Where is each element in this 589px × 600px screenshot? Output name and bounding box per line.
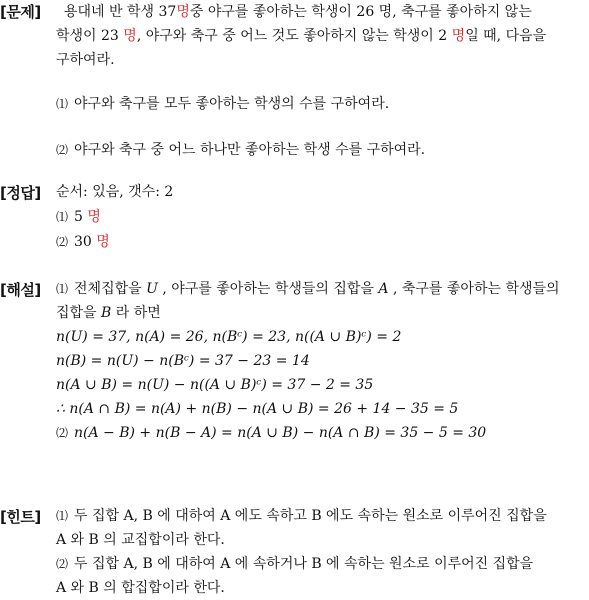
s2-number: ⑵ (56, 426, 69, 440)
equation-3: n(A ∪ B) = n(U) − n((A ∪ B)ᶜ) = 37 − 2 = 35 (56, 377, 374, 393)
answer-2 (56, 230, 585, 254)
a2-value: 30 (74, 234, 92, 250)
text: 용대네 반 학생 37 (64, 4, 177, 20)
equation-4: ∴ n(A ∩ B) = n(A) + n(B) − n(A ∪ B) = 26 + 14 − 35 = 5 (56, 401, 459, 417)
text: 전체집합을 (74, 281, 142, 297)
q2-text: 야구와 축구 중 어느 하나만 좋아하는 학생 수를 구하여라. (74, 142, 426, 158)
a2-unit: 명 (96, 234, 110, 250)
problem-line-2 (56, 24, 585, 48)
q2-number: ⑵ (56, 143, 69, 157)
red-unit: 명 (176, 4, 190, 20)
problem-intro-cont (56, 24, 585, 72)
q1-text: 야구와 축구를 모두 좋아하는 학생의 수를 구하여라. (74, 96, 390, 112)
set-U: U (146, 281, 158, 297)
solution-line-7 (56, 421, 585, 445)
s1-number: ⑴ (56, 282, 69, 296)
hint-line-1 (56, 504, 585, 528)
hint-tag: [힌트] (0, 508, 41, 526)
hint-body (56, 504, 585, 600)
equation-2: n(B) = n(U) − n(Bᶜ) = 37 − 23 = 14 (56, 353, 310, 369)
answer-meta: 순서: 있음, 갯수: 2 (56, 184, 174, 200)
a1-unit: 명 (87, 209, 101, 225)
hint-line-4: A 와 B 의 합집합이라 한다. (56, 580, 225, 596)
problem-tag: [문제] (0, 3, 41, 21)
equation-5: n(A − B) + n(B − A) = n(A ∪ B) − n(A ∩ B) = 35 − 5 = 30 (74, 425, 487, 441)
red-unit: 명 (451, 28, 466, 44)
a1-number: ⑴ (56, 210, 69, 224)
text: 중 야구를 좋아하는 학생이 26 명, 축구를 좋아하지 않는 (189, 4, 532, 20)
text: 학생이 23 (56, 28, 119, 44)
answer-1 (56, 205, 585, 229)
text: 집합을 (56, 305, 97, 321)
a2-number: ⑵ (56, 235, 69, 249)
a1-value: 5 (74, 209, 83, 225)
problem-intro (64, 0, 585, 24)
set-B: B (101, 305, 112, 321)
text: , 야구와 축구 중 어느 것도 좋아하지 않는 학생이 2 (136, 28, 448, 44)
hint-line-3 (56, 552, 585, 576)
text: , 축구를 좋아하는 학생들의 (392, 281, 560, 297)
text: 두 집합 A, B 에 대하여 A 에 속하거나 B 에 속하는 원소로 이루어진 집합을 (74, 556, 534, 572)
problem-q2 (56, 138, 585, 162)
solution-body (56, 277, 585, 445)
equation-1: n(U) = 37, n(A) = 26, n(Bᶜ) = 23, n((A ∪ B)ᶜ) = 2 (56, 329, 402, 345)
solution-line-2 (56, 301, 585, 325)
problem-line-3: 구하여라. (56, 52, 115, 68)
set-A: A (378, 281, 389, 297)
red-unit: 명 (123, 28, 137, 44)
text: 라 하면 (115, 305, 161, 321)
problem-q1 (56, 92, 585, 116)
text: 일 때, 다음을 (465, 28, 547, 44)
answer-tag: [정답] (0, 184, 41, 202)
h1-number: ⑴ (56, 509, 69, 523)
hint-line-2: A 와 B 의 교집합이라 한다. (56, 532, 225, 548)
text: , 야구를 좋아하는 학생들의 집합을 (162, 281, 374, 297)
text: 두 집합 A, B 에 대하여 A 에도 속하고 B 에도 속하는 원소로 이루어진 집합을 (74, 508, 547, 524)
problem-line-1 (64, 0, 585, 24)
h2-number: ⑵ (56, 557, 69, 571)
solution-line-1 (56, 277, 585, 301)
q1-number: ⑴ (56, 97, 69, 111)
solution-tag: [해설] (0, 281, 41, 299)
